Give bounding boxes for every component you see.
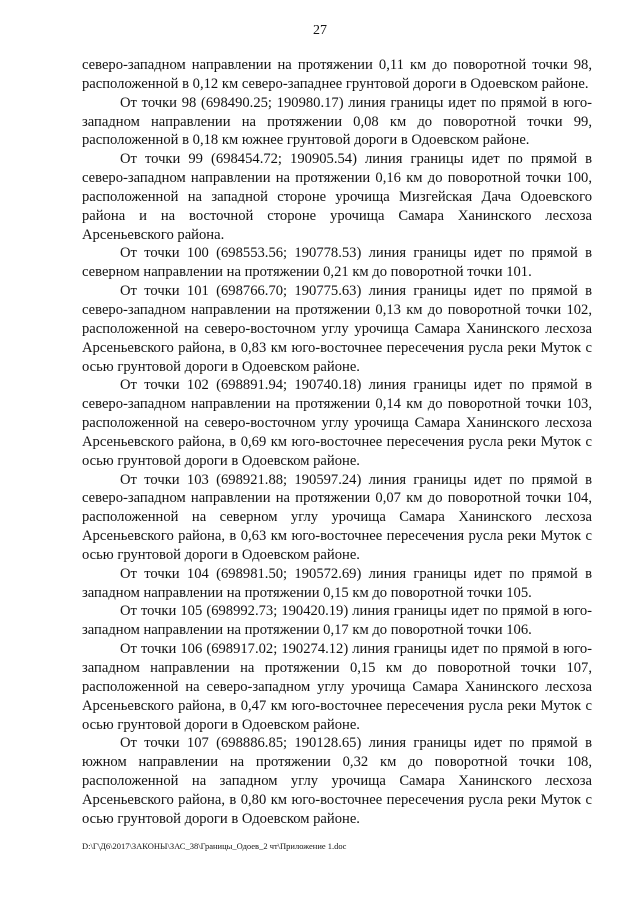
paragraph-continuation: северо-западном направлении на протяжении 0,11 км до поворотной точки 98, расположенной в 0,12 км северо-западнее грунтовой дороги в Одоевском районе. bbox=[82, 57, 592, 92]
paragraph-point-101: От точки 101 (698766.70; 190775.63) линия границы идет по прямой в северо-западном направлении на протяжении 0,13 км до поворотной точки 102, расположенной на северо-восточном углу урочища Самара Ханинского лесхоза Арсеньевского района, в 0,83 км юго-восточнее пересечения русла реки Муток с осью грунтовой дороги в Одоевском районе. bbox=[82, 283, 592, 375]
paragraph-point-100: От точки 100 (698553.56; 190778.53) линия границы идет по прямой в северном направлении на протяжении 0,21 км до поворотной точки 101. bbox=[82, 245, 592, 281]
paragraph-point-102: От точки 102 (698891.94; 190740.18) линия границы идет по прямой в северо-западном направлении на протяжении 0,14 км до поворотной точки 103, расположенной на северо-восточном углу урочища Самара Ханинского лесхоза Арсеньевского района, в 0,69 км юго-восточнее пересечения русла реки Муток с осью грунтовой дороги в Одоевском районе. bbox=[82, 377, 592, 469]
footer-file-path: D:\Г\Д6\2017\ЗАКОНЫ\ЗАС_38\Границы_Одоев_2 чт\Приложение 1.doc bbox=[82, 841, 347, 851]
paragraph-point-99: От точки 99 (698454.72; 190905.54) линия границы идет по прямой в северо-западном направлении на протяжении 0,16 км до поворотной точки 100, расположенной на западной стороне урочища Мизгейская Дача Одоевского района и на восточной стороне урочища Самара Ханинского лесхоза Арсеньевского района. bbox=[82, 151, 592, 243]
document-body bbox=[82, 56, 592, 829]
paragraph-point-103: От точки 103 (698921.88; 190597.24) линия границы идет по прямой в северо-западном направлении на протяжении 0,07 км до поворотной точки 104, расположенной на северном углу урочища Самара Ханинского лесхоза Арсеньевского района, в 0,63 км юго-восточнее пересечения русла реки Муток с осью грунтовой дороги в Одоевском районе. bbox=[82, 471, 592, 563]
paragraph-point-98: От точки 98 (698490.25; 190980.17) линия границы идет по прямой в юго-западном направлении на протяжении 0,08 км до поворотной точки 99, расположенной в 0,18 км южнее грунтовой дороги в Одоевском районе. bbox=[82, 94, 592, 149]
paragraph-point-106: От точки 106 (698917.02; 190274.12) линия границы идет по прямой в юго-западном направлении на протяжении 0,15 км до поворотной точки 107, расположенной на северо-западном углу урочища Самара Ханинского лесхоза Арсеньевского района, в 0,47 км юго-восточнее пересечения русла реки Муток с осью грунтовой дороги в Одоевском районе. bbox=[82, 641, 592, 733]
paragraph-point-107: От точки 107 (698886.85; 190128.65) линия границы идет по прямой в южном направлении на протяжении 0,32 км до поворотной точки 108, расположенной на западном углу урочища Самара Ханинского лесхоза Арсеньевского района, в 0,80 км юго-восточнее пересечения русла реки Муток с осью грунтовой дороги в Одоевском районе. bbox=[82, 735, 592, 827]
page-number: 27 bbox=[313, 23, 327, 38]
paragraph-point-105: От точки 105 (698992.73; 190420.19) линия границы идет по прямой в юго-западном направлении на протяжении 0,17 км до поворотной точки 106. bbox=[82, 603, 592, 639]
paragraph-point-104: От точки 104 (698981.50; 190572.69) линия границы идет по прямой в западном направлении на протяжении 0,15 км до поворотной точки 105. bbox=[82, 565, 592, 601]
